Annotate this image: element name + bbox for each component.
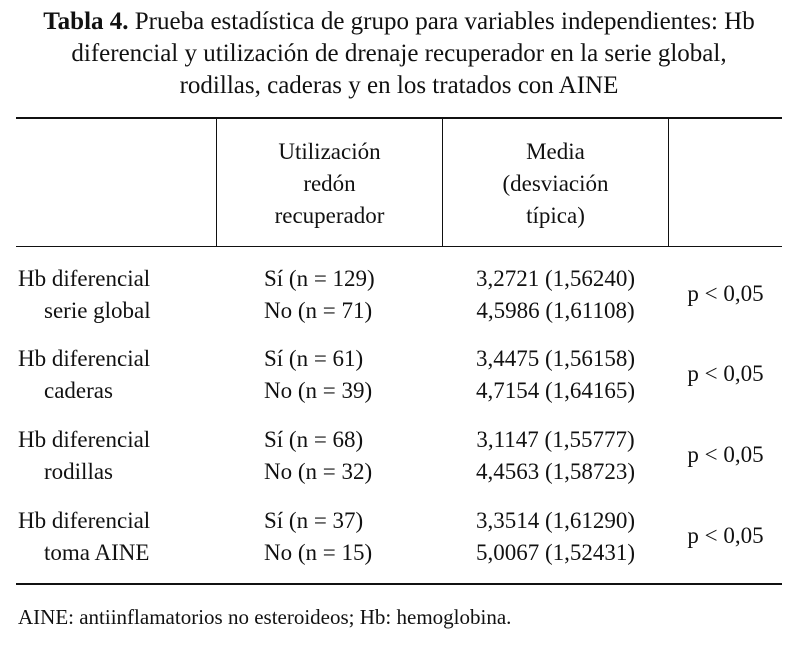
row-use-yes: Sí (n = 37) [264, 508, 364, 533]
row-label-line-2: caderas [44, 378, 113, 403]
row-label [18, 263, 218, 327]
row-use [264, 263, 440, 327]
row-use-yes: Sí (n = 68) [264, 427, 364, 452]
table-row-rodillas [0, 424, 798, 488]
header-use-line: redón [303, 171, 356, 196]
row-label [18, 505, 218, 569]
row-media-no: 4,4563 (1,58723) [475, 459, 636, 484]
table-row-caderas [0, 343, 798, 407]
row-use-no: No (n = 32) [264, 459, 373, 484]
caption-label: Tabla 4. [43, 8, 129, 35]
table-row-toma-aine [0, 505, 798, 569]
row-label-line-1: Hb diferencial [18, 266, 151, 291]
row-p-value: p < 0,05 [687, 442, 764, 467]
row-media-no: 4,7154 (1,64165) [475, 378, 636, 403]
header-divider-3 [668, 118, 669, 246]
caption-line-1 [10, 6, 788, 38]
row-label [18, 424, 218, 488]
row-label-line-1: Hb diferencial [18, 508, 151, 533]
header-media-line: Media [526, 139, 585, 164]
row-use-no: No (n = 39) [264, 378, 373, 403]
row-media-yes: 3,4475 (1,56158) [475, 346, 636, 371]
row-p-value: p < 0,05 [687, 361, 764, 386]
table-caption [10, 6, 788, 102]
row-media-yes: 3,2721 (1,56240) [475, 266, 636, 291]
row-media-yes: 3,3514 (1,61290) [475, 508, 636, 533]
row-media [443, 424, 668, 488]
table-bottom-rule [16, 583, 782, 585]
header-media-line: (desviación [502, 171, 609, 196]
row-use-no: No (n = 15) [264, 540, 373, 565]
row-media [443, 263, 668, 327]
row-media-no: 4,5986 (1,61108) [476, 298, 635, 323]
header-media [443, 136, 668, 232]
row-use [264, 424, 440, 488]
row-label [18, 343, 218, 407]
row-media-no: 5,0067 (1,52431) [475, 540, 636, 565]
caption-text-1: Prueba estadística de grupo para variables independientes: Hb [128, 8, 755, 35]
header-media-line: típica) [526, 203, 585, 228]
row-use-no: No (n = 71) [264, 298, 373, 323]
header-bottom-rule [16, 246, 782, 247]
row-media-yes: 3,1147 (1,55777) [476, 427, 635, 452]
row-media [443, 505, 668, 569]
row-label-line-2: rodillas [44, 459, 113, 484]
caption-line-3: rodillas, caderas y en los tratados con AINE [179, 72, 619, 99]
row-label-line-2: toma AINE [44, 540, 150, 565]
row-use [264, 505, 440, 569]
caption-line-2: diferencial y utilización de drenaje recuperador en la serie global, [71, 40, 727, 67]
row-use [264, 343, 440, 407]
row-media [443, 343, 668, 407]
row-use-yes: Sí (n = 129) [264, 266, 375, 291]
row-label-line-2: serie global [44, 298, 151, 323]
header-use-line: Utilización [278, 139, 381, 164]
row-label-line-1: Hb diferencial [18, 427, 151, 452]
row-p-value: p < 0,05 [687, 523, 764, 548]
row-label-line-1: Hb diferencial [18, 346, 151, 371]
header-use-line: recuperador [274, 203, 385, 228]
table-footnote: AINE: antiinflamatorios no esteroideos; Hb: hemoglobina. [18, 605, 512, 629]
table-row-serie-global [0, 263, 798, 327]
header-utilizacion [217, 136, 442, 232]
row-use-yes: Sí (n = 61) [264, 346, 364, 371]
row-p-value: p < 0,05 [687, 281, 764, 306]
